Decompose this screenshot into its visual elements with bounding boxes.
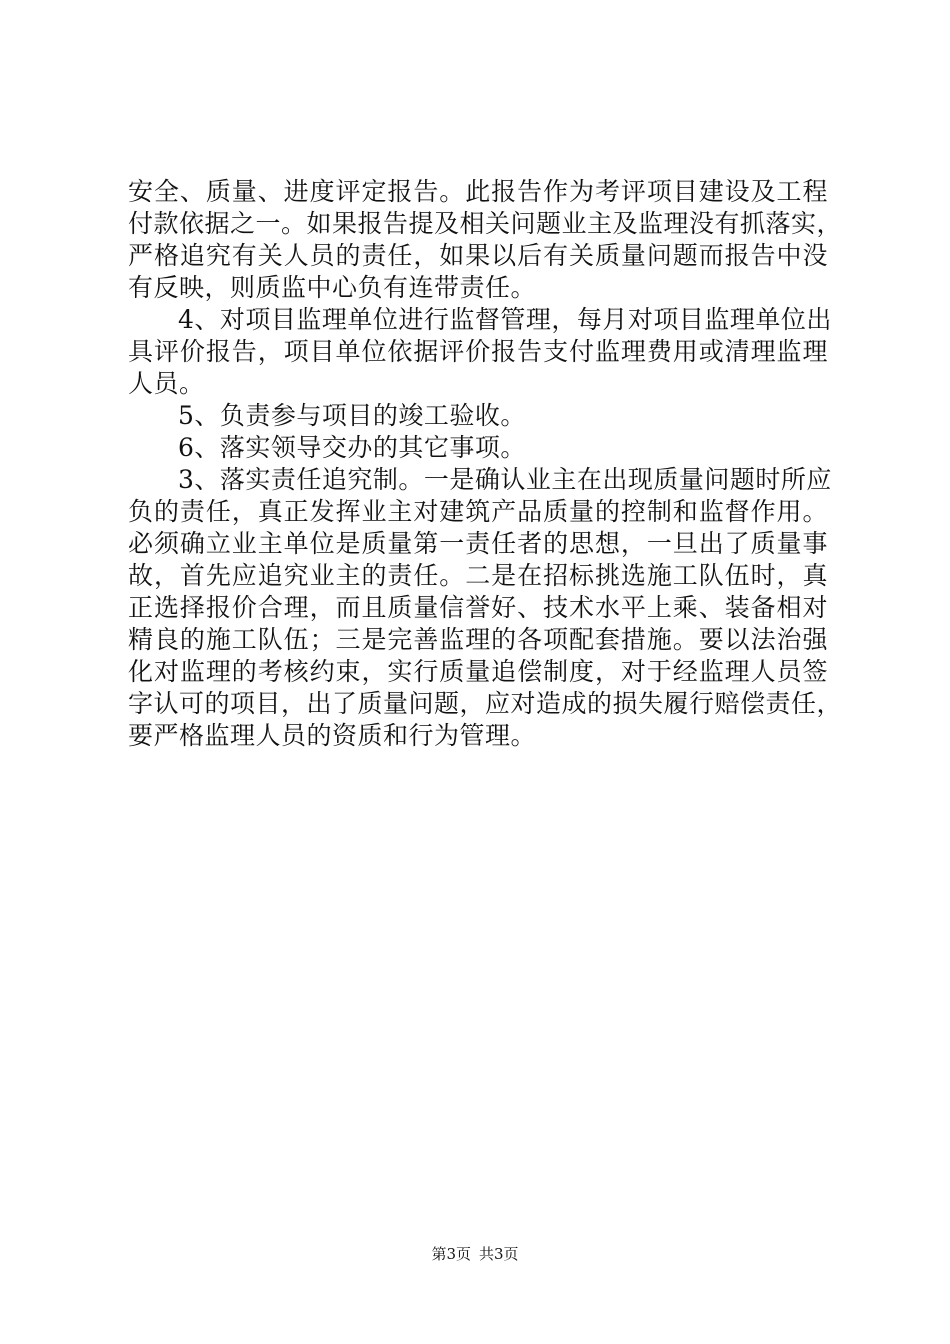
document-body xyxy=(128,176,843,752)
paragraph-3-line-1: 5、负责参与项目的竣工验收。 xyxy=(178,401,526,430)
paragraph-2-line-1: 4、对项目监理单位进行监督管理，每月对项目监理单位出 xyxy=(178,305,832,334)
paragraph-2-line-2: 具评价报告，项目单位依据评价报告支付监理费用或清理监理 xyxy=(128,337,828,366)
page-number: 第3页 xyxy=(431,1245,471,1263)
paragraph-5-line-5: 正选择报价合理，而且质量信誉好、技术水平上乘、装备相对 xyxy=(128,593,828,622)
paragraph-5-line-2: 负的责任，真正发挥业主对建筑产品质量的控制和监督作用。 xyxy=(128,497,828,526)
paragraph-5-line-6: 精良的施工队伍；三是完善监理的各项配套措施。要以法治强 xyxy=(128,625,828,654)
page-footer xyxy=(0,1244,950,1264)
paragraph-5-line-1: 3、落实责任追究制。一是确认业主在出现质量问题时所应 xyxy=(178,465,832,494)
page-total: 共3页 xyxy=(479,1245,519,1263)
paragraph-5-line-7: 化对监理的考核约束，实行质量追偿制度，对于经监理人员签 xyxy=(128,657,828,686)
paragraph-1-line-3: 严格追究有关人员的责任，如果以后有关质量问题而报告中没 xyxy=(128,241,828,270)
paragraph-5-line-3: 必须确立业主单位是质量第一责任者的思想，一旦出了质量事 xyxy=(128,529,828,558)
paragraph-1-line-2: 付款依据之一。如果报告提及相关问题业主及监理没有抓落实， xyxy=(128,209,843,238)
paragraph-5-line-4: 故，首先应追究业主的责任。二是在招标挑选施工队伍时，真 xyxy=(128,561,828,590)
paragraph-1-line-1: 安全、质量、进度评定报告。此报告作为考评项目建设及工程 xyxy=(128,177,828,206)
paragraph-5-line-8: 字认可的项目，出了质量问题，应对造成的损失履行赔偿责任， xyxy=(128,689,843,718)
paragraph-2-line-3: 人员。 xyxy=(128,369,205,398)
paragraph-1-line-4: 有反映，则质监中心负有连带责任。 xyxy=(128,273,537,302)
paragraph-5-line-9: 要严格监理人员的资质和行为管理。 xyxy=(128,721,537,750)
paragraph-4-line-1: 6、落实领导交办的其它事项。 xyxy=(178,433,526,462)
